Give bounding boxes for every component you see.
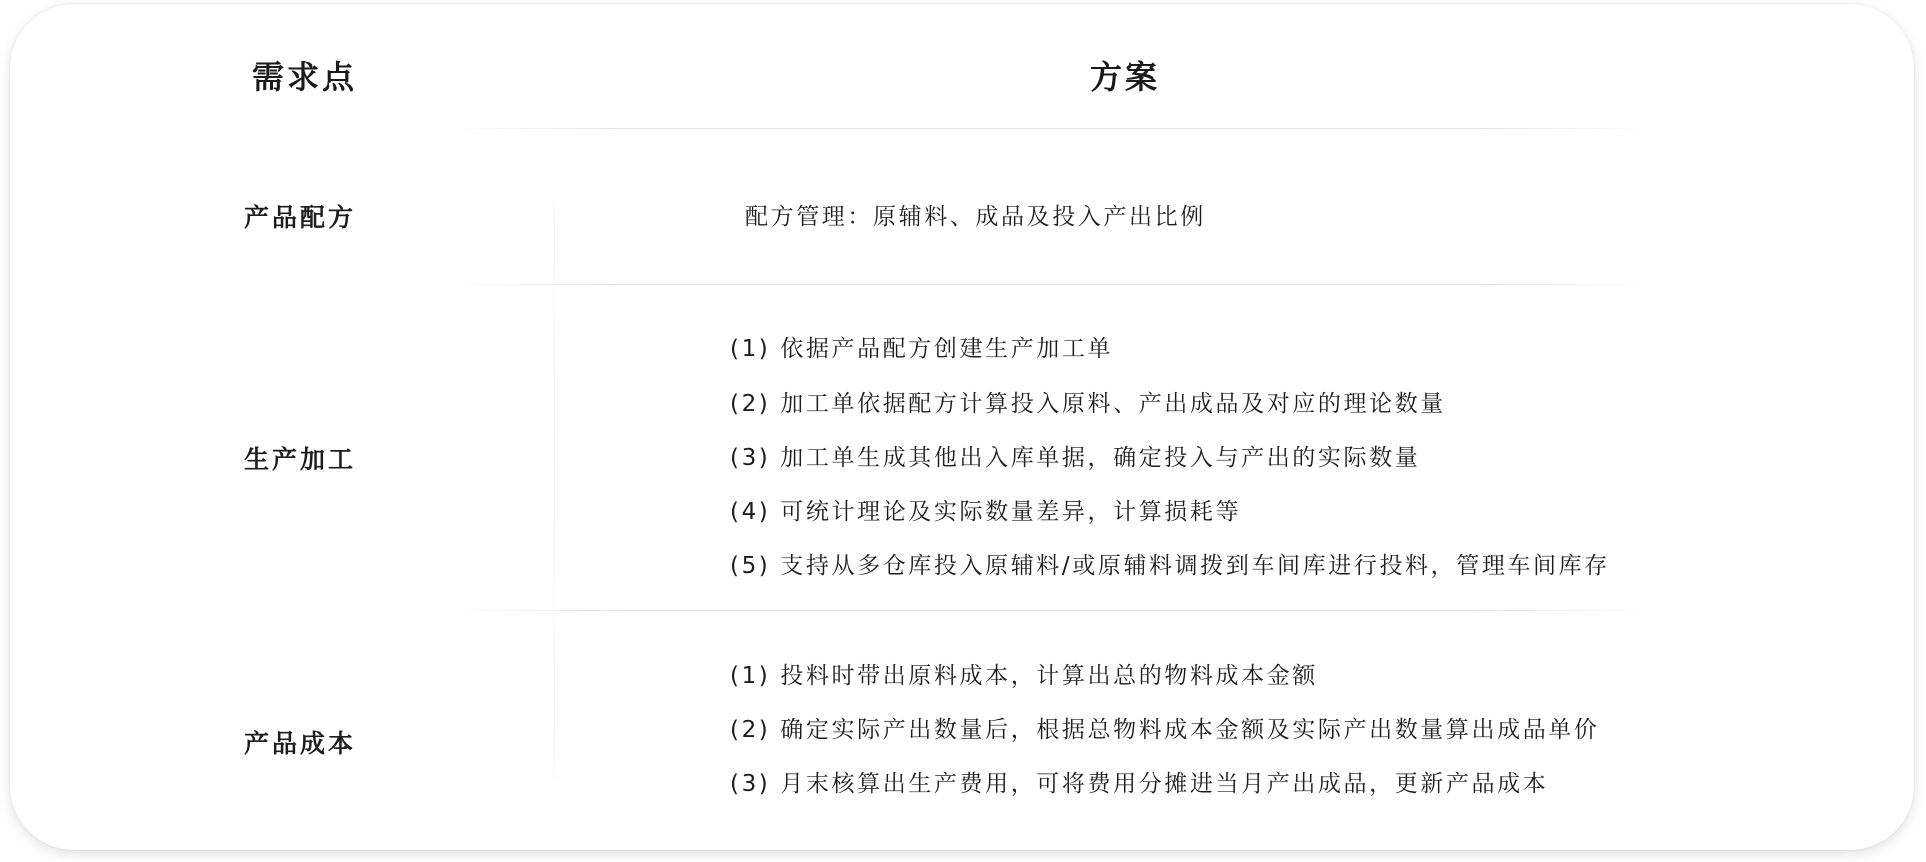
need-cell: 产品配方 <box>244 203 357 232</box>
divider <box>450 284 1650 285</box>
plan-line: 配方管理：原辅料、成品及投入产出比例 <box>745 204 1206 230</box>
plan-line: (1) 投料时带出原料成本，计算出总的物料成本金额 <box>730 663 1318 689</box>
header-need: 需求点 <box>252 58 358 96</box>
plan-line: (5) 支持从多仓库投入原辅料/或原辅料调拨到车间库进行投料，管理车间库存 <box>730 553 1610 579</box>
header-plan: 方案 <box>1090 58 1161 96</box>
plan-line: (1) 依据产品配方创建生产加工单 <box>730 336 1114 362</box>
plan-line: (2) 确定实际产出数量后，根据总物料成本金额及实际产出数量算出成品单价 <box>730 717 1600 743</box>
column-divider <box>554 200 555 286</box>
divider <box>450 128 1650 129</box>
divider <box>450 610 1650 611</box>
column-divider <box>554 286 555 610</box>
plan-line: (4) 可统计理论及实际数量差异，计算损耗等 <box>730 499 1242 525</box>
need-cell: 生产加工 <box>244 445 357 474</box>
column-divider <box>554 612 555 780</box>
need-cell: 产品成本 <box>244 729 357 758</box>
plan-line: (2) 加工单依据配方计算投入原料、产出成品及对应的理论数量 <box>730 391 1446 417</box>
plan-line: (3) 加工单生成其他出入库单据，确定投入与产出的实际数量 <box>730 445 1421 471</box>
plan-line: (3) 月末核算出生产费用，可将费用分摊进当月产出成品，更新产品成本 <box>730 771 1549 797</box>
